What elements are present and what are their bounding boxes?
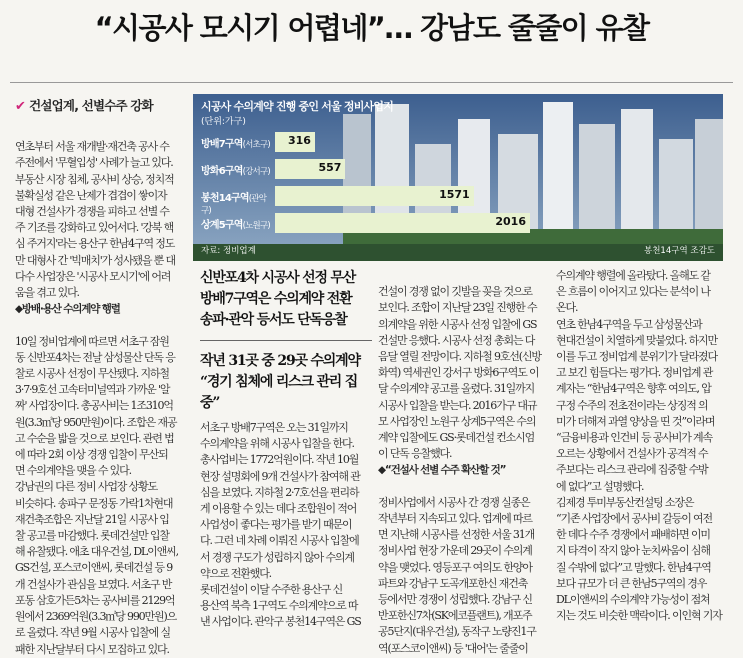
photo-credit: 봉천14구역 조감도 bbox=[644, 246, 715, 256]
chart-category-area: (노원구) bbox=[242, 221, 270, 231]
deck-headline-2: 작년 31곳 중 29곳 수의계약 “경기 침체에 리스크 관리 집중” bbox=[200, 353, 360, 411]
headline-rule bbox=[10, 82, 733, 83]
chart-unit: (단위:가구) bbox=[201, 117, 246, 127]
column-1 bbox=[15, 123, 187, 656]
column-2: 서초구 방배7구역은 오는 31일까지 수의계약을 위해 시공사 입찰을 한다. 총사업비는 1772억원이다. 작년 10월 현장 설명회에 9개 건설사가 참여해 관 심을 보였다. 지하철 2·7호선을 편리하 게 이용할 수 있는 데다 조합원이 적어 사업성이 좋다는 평가를 받기 때문이 다. 그런 네 차례 이뤄진 시공사 입찰에 서 경쟁 구도가 성립하지 않아 수의계 약으로 전환했다. 롯데건설이 이달 수주한 용산구 신 용산역 북측 1구역도 수의계약으로 따 낸 사업이다. 관악구 봉천14구역은 GS bbox=[200, 421, 361, 629]
chart-category-label bbox=[201, 216, 271, 231]
kicker bbox=[15, 96, 153, 114]
chart-data-label: 316 bbox=[288, 134, 311, 147]
chart-title: 시공사 수의계약 진행 중인 서울 정비사업지 bbox=[201, 100, 394, 113]
chart-category-area: (서초구) bbox=[242, 140, 270, 150]
chart-source: 자료: 정비업계 bbox=[201, 246, 256, 256]
chart-category-label bbox=[201, 189, 271, 216]
column-1-body: 10일 정비업계에 따르면 서초구 잠원 동 신반포4차는 전날 삼성물산 단독 응 찰로 시공사 선정이 무산됐다. 지하철 3·7·9호선 고속터미널역과 가까운 '알 짜' 사업장이다. 총공사비는 1조310억 원(3.3㎡당 950만원)이다. 조합은 재공 고 수순을 밟을 것으로 보인다. 관련 법 에 따라 2회 이상 경쟁 입찰이 무산되 면 수의계약을 맺을 수 있다. 강남권의 다른 정비 사업장 상황도 비슷하다. 송파구 문정동 가락1차현대 재건축조합은 지난달 21일 시공사 입 찰 공고를 마감했다. 롯데건설만 입찰 해 유찰됐다. 애초 대우건설, DL이앤씨, GS건설, 포스코이앤씨, 롯데건설 등 9 개 건설사가 관심을 보였다. 서초구 반 포동 삼호가든5차는 공사비를 2129억 원에서 2369억원(3.3㎡당 990만원)으 로 올렸다. 작년 9월 시공사 입찰에 실 패한 지난달부터 다시 모집하고 있다. bbox=[15, 334, 178, 656]
chart-data-label: 557 bbox=[318, 161, 342, 174]
chart-category-area: (관악구) bbox=[201, 194, 267, 216]
column-3-body: 건설이 경쟁 없이 깃발을 꽂을 것으로 보인다. 조합이 지난달 23일 진행한 수 의계약을 위한 시공사 선정 입찰에 GS 건설만 응했다. 시공사 선정 총회는 다 음달 열릴 전망이다. 지하철 9호선(신방 화역) 역세권인 강서구 방화6구역도 이 달 수의계약 공고를 올렸다. 31일까지 시공사 입찰을 받는다. 2016가구 대규 모 사업장인 노원구 상계5구역은 수의 계약 입찰에도 GS·롯데건설 컨소시엄 이 단독 응찰했다. bbox=[378, 285, 541, 461]
column-3 bbox=[378, 268, 550, 655]
column-1-intro: 연초부터 서울 재개발·재건축 공사 수 주전에서 '무혈입성' 사례가 늘고 있다. 부동산 시장 침체, 공사비 상승, 정치적 불확실성 같은 난제가 겹겹이 쌓이자 대형 건설사가 경쟁을 피하고 선별 수 주 기조를 강화하고 있어서다. '강북 핵 심 주거지'라는 용산구 한남4구역 정도 만 대형사 간 '빅매치'가 성사됐을 뿐 대 다수 사업장은 '시공사 모시기'에 어려 움을 겪고 있다. bbox=[15, 140, 175, 300]
chart-category-area: (강서구) bbox=[242, 167, 270, 177]
chart-bar bbox=[275, 213, 530, 233]
headline: “시공사 모시기 어렵네”… 강남도 줄줄이 유찰 bbox=[94, 11, 649, 45]
chart-data-label: 2016 bbox=[495, 215, 526, 228]
column-3-body-b: 정비사업에서 시공사 간 경쟁 실종은 작년부터 지속되고 있다. 업계에 따르 면 지난해 시공사를 선정한 서울 31개 정비사업 현장 가운데 29곳이 수의계 약을 맺었다. 영등포구 여의도 한양아 파트와 강남구 도곡개포한신 재건축 등에서만 경쟁이 성립했다. 강남구 신 반포한신7차(SK에코플랜트), 개포주 공5단지(대우건설), 동작구 노량진1구 역(포스코이앤씨) 등 '대어'는 줄줄이 bbox=[378, 495, 536, 655]
chart-category-label bbox=[201, 162, 271, 177]
deck-rule bbox=[200, 340, 372, 341]
chart-category-name: 방화6구역 bbox=[201, 166, 243, 177]
chart-bar bbox=[275, 186, 474, 206]
column-4: 수의계약 행렬에 올라탔다. 올해도 같 은 흐름이 이어지고 있다는 분석이 나 온다. 연초 한남4구역을 두고 삼성물산과 현대건설이 치열하게 맞붙었다. 하지만 이를 두고 정비업계 분위기가 달라졌다 고 보긴 힘들다는 평가다. 정비업계 관 계자는 “한남4구역은 향후 여의도, 압 구정 수주의 전초전이라는 상징적 의 미가 더해져 과열 양상을 띤 것”이라며 “금융비용과 인건비 등 공사비가 계속 오르는 상황에서 건설사가 공격적 수 주보다는 리스크 관리에 집중할 수밖 에 없다”고 설명했다. 김제경 투미부동산컨설팅 소장은 “기존 사업장에서 공사비 갈등이 여전 한 데다 수주 경쟁에서 패배하면 이미 지 타격이 작지 않아 눈치싸움이 심해 질 수밖에 없다”고 말했다. 한남4구역 보다 규모가 더 큰 한남5구역의 경우 DL이앤씨의 수의계약 가능성이 점쳐 지는 것도 비슷한 맥락이다. 이인혁 기자 bbox=[556, 269, 722, 623]
skyline-illustration bbox=[193, 94, 723, 261]
kicker-text: 건설업계, 선별수주 강화 bbox=[29, 98, 153, 113]
check-icon: ✔ bbox=[15, 99, 26, 114]
subhead-bangbae: ◆방배·용산 수의계약 행렬 bbox=[15, 303, 120, 316]
chart-bar bbox=[275, 132, 315, 152]
chart-photo bbox=[193, 94, 723, 261]
chart-bar bbox=[275, 159, 345, 179]
chart-category-name: 봉천14구역 bbox=[201, 193, 249, 204]
chart-data-label: 1571 bbox=[439, 188, 470, 201]
chart-category-name: 방배7구역 bbox=[201, 139, 243, 150]
chart-category-name: 상계5구역 bbox=[201, 220, 243, 231]
chart-category-label bbox=[201, 135, 271, 150]
subhead-selective: ◆“건설사 선별 수주 확산할 것” bbox=[378, 464, 506, 477]
deck-headline-1: 신반포4차 시공사 선정 무산 방배7구역은 수의계약 전환 송파·관악 등서도 단독응찰 bbox=[200, 270, 356, 328]
